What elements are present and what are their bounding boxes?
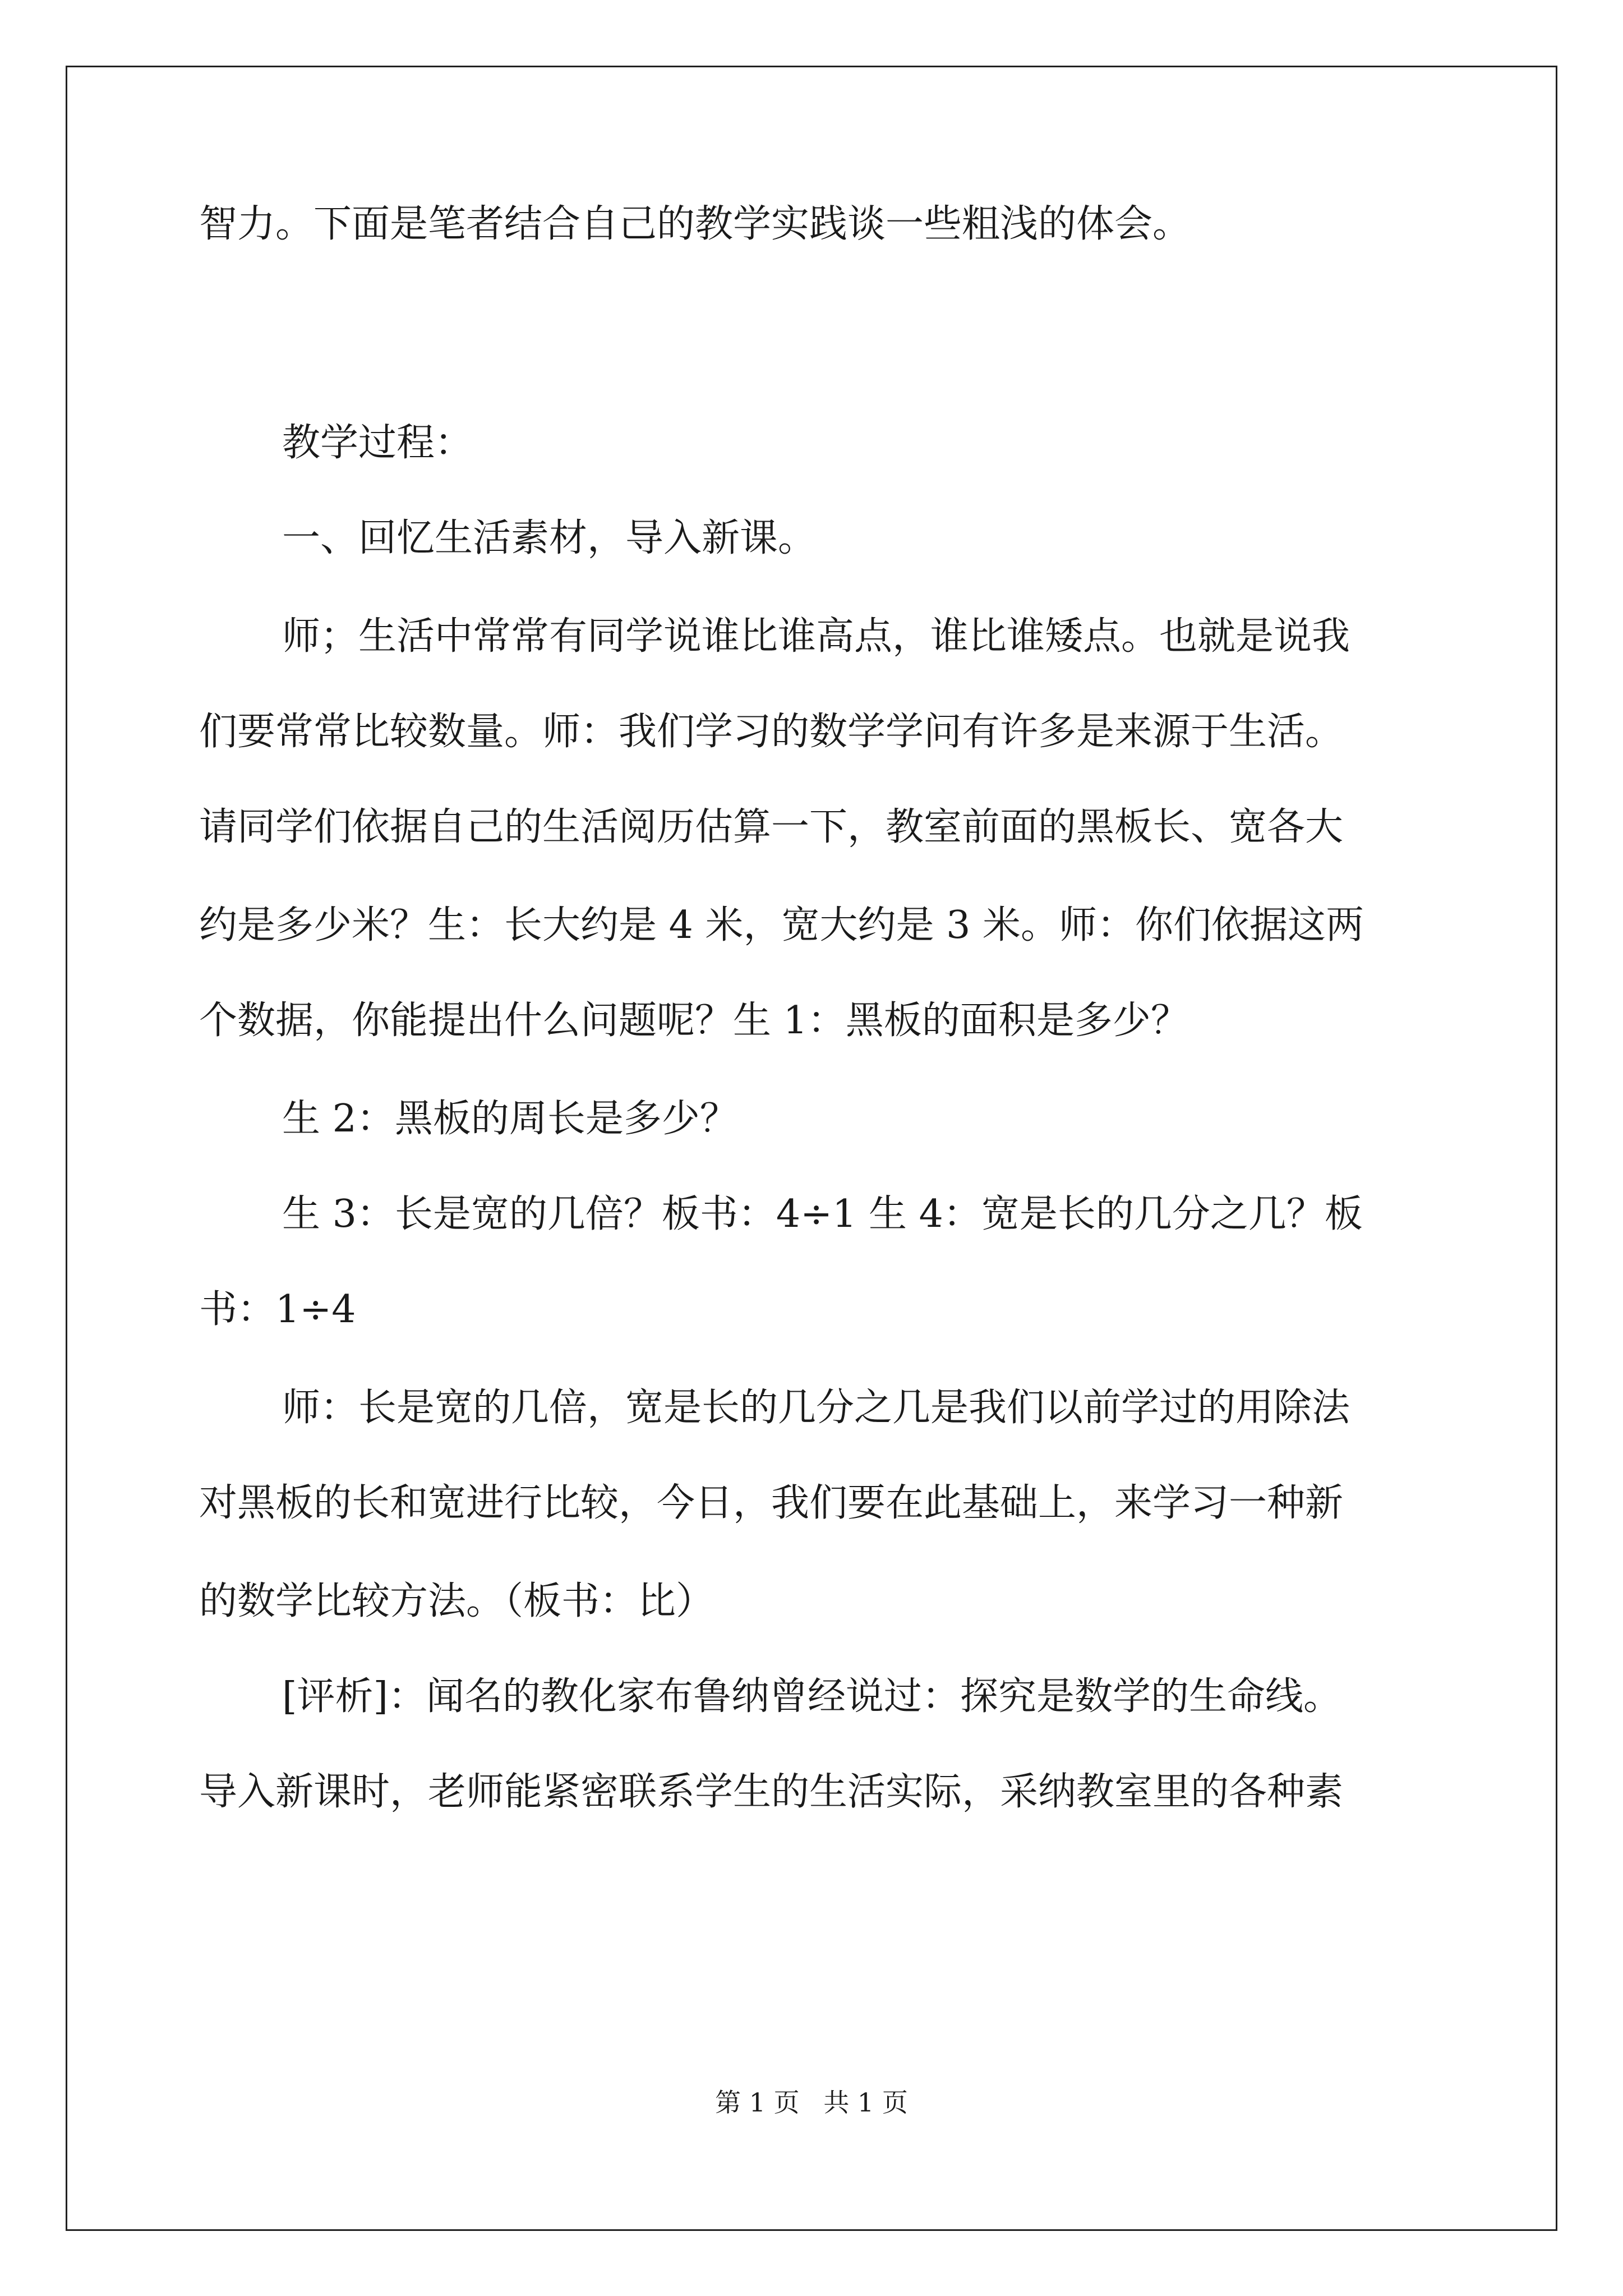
- page-total: 共 1 页: [823, 2087, 908, 2118]
- text-line: 请同学们依据自己的生活阅历估算一下，教室前面的黑板长、宽各大: [199, 805, 1344, 849]
- text-line: 师；生活中常常有同学说谁比谁高点，谁比谁矮点。也就是说我: [282, 614, 1350, 659]
- text-line: 师：长是宽的几倍，宽是长的几分之几是我们以前学过的用除法: [282, 1386, 1350, 1430]
- text-line: 生 2：黑板的周长是多少？: [282, 1097, 738, 1141]
- text-line: 约是多少米？生：长大约是 4 米，宽大约是 3 米。师：你们依据这两: [199, 903, 1364, 947]
- section-subheading: 一、回忆生活素材，导入新课。: [282, 516, 817, 560]
- text-line: 的数学比较方法。（板书：比）: [199, 1579, 714, 1623]
- page-border: [66, 66, 1557, 2231]
- page-number: 第 1 页: [715, 2087, 800, 2118]
- text-line: 智力。下面是笔者结合自己的教学实践谈一些粗浅的体会。: [199, 202, 1191, 246]
- text-line: 导入新课时，老师能紧密联系学生的生活实际，采纳教室里的各种素: [199, 1770, 1344, 1814]
- text-line: [评析]：闻名的教化家布鲁纳曾经说过：探究是数学的生命线。: [282, 1674, 1342, 1719]
- section-heading: 教学过程：: [282, 421, 473, 465]
- text-line: 对黑板的长和宽进行比较，今日，我们要在此基础上，来学习一种新: [199, 1481, 1344, 1525]
- text-line: 生 3：长是宽的几倍？板书：4÷1 生 4：宽是长的几分之几？板: [282, 1192, 1363, 1236]
- text-line: 书：1÷4: [199, 1287, 356, 1332]
- text-line: 们要常常比较数量。师：我们学习的数学学问有许多是来源于生活。: [199, 710, 1344, 754]
- page-footer: [0, 2082, 1623, 2119]
- text-line: 个数据，你能提出什么问题呢？生 1：黑板的面积是多少？: [199, 999, 1189, 1043]
